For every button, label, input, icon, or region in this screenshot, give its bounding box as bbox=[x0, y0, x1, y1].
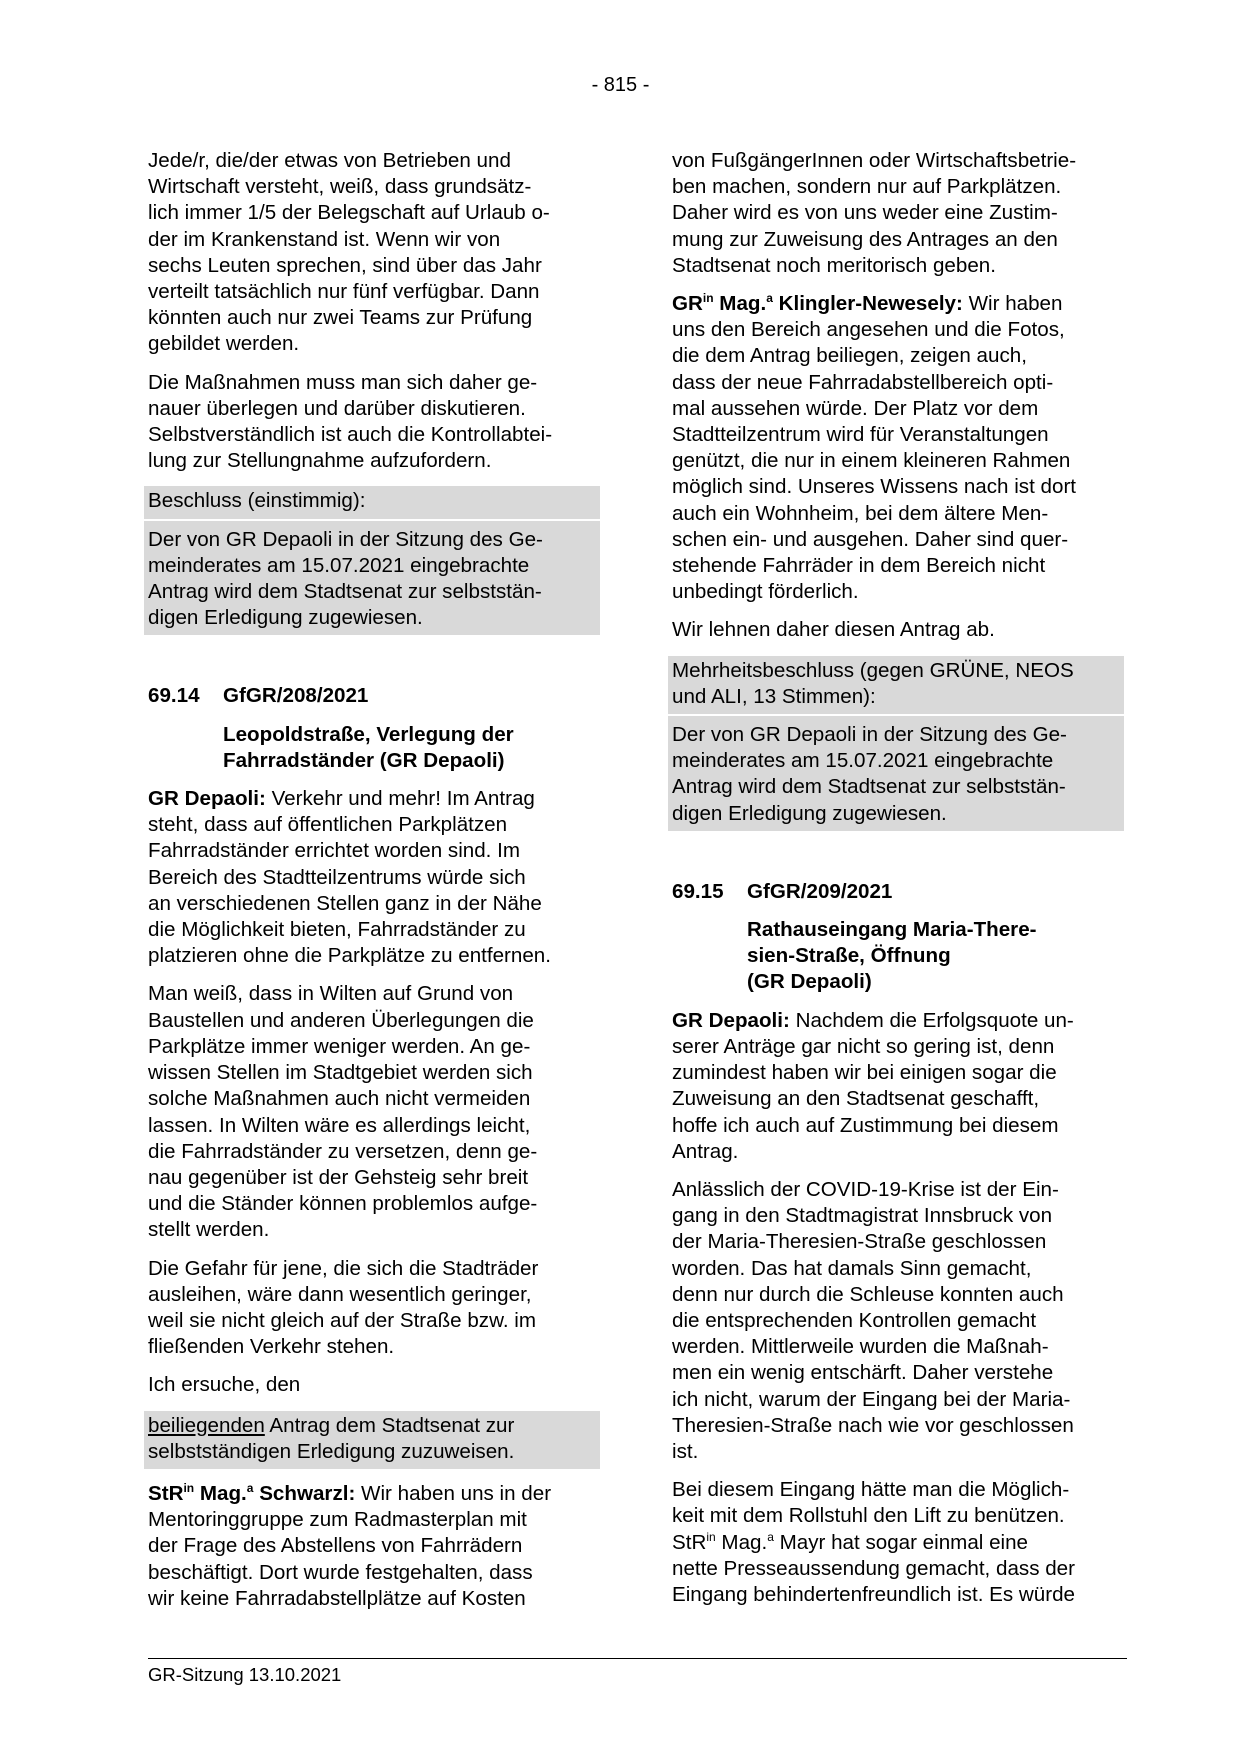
text-fragment: Verkehr und mehr! Im Antrag bbox=[265, 787, 535, 811]
text-line: Die Maßnahmen muss man sich daher ge- bbox=[148, 370, 538, 394]
paragraph bbox=[148, 148, 600, 358]
text-fragment: Wir haben uns in der bbox=[355, 1481, 552, 1505]
page-number: - 815 - bbox=[591, 74, 650, 96]
text-line: mung zur Zuweisung des Antrages an den bbox=[672, 227, 1058, 251]
text-line: Stadtteilzentrum wird für Veranstaltungen bbox=[672, 423, 1049, 447]
text-line: nette Presseaussendung gemacht, dass der bbox=[672, 1556, 1075, 1580]
text-line: keit mit dem Rollstuhl den Lift zu benützen. bbox=[672, 1504, 1065, 1528]
text-fragment: Klingler-Newesely: bbox=[772, 292, 963, 316]
text-line: (GR Depaoli) bbox=[747, 970, 872, 994]
superscript: a bbox=[767, 1529, 774, 1544]
text-line: worden. Das hat damals Sinn gemacht, bbox=[672, 1256, 1032, 1280]
text-line: men ein wenig entschärft. Daher verstehe bbox=[672, 1361, 1054, 1385]
text-line: der im Krankenstand ist. Wenn wir von bbox=[148, 227, 501, 251]
text-line: wir keine Fahrradabstellplätze auf Kosten bbox=[148, 1586, 526, 1610]
text-line: Rathauseingang Maria-There- bbox=[747, 918, 1037, 942]
agenda-item-code: GfGR/208/2021 bbox=[223, 684, 369, 708]
text-line: Bei diesem Eingang hätte man die Möglich- bbox=[672, 1478, 1070, 1502]
superscript: in bbox=[706, 1529, 716, 1544]
text-line: dass der neue Fahrradabstellbereich opti- bbox=[672, 370, 1054, 394]
agenda-item-number: 69.14 bbox=[148, 684, 200, 708]
text-line: Ich ersuche, den bbox=[148, 1373, 301, 1397]
text-line bbox=[148, 1413, 596, 1439]
text-line: schen ein- und ausgehen. Daher sind quer- bbox=[672, 527, 1069, 551]
text-line: verteilt tatsächlich nur fünf verfügbar. Dann bbox=[148, 280, 540, 304]
text-fragment: StR bbox=[672, 1530, 707, 1554]
text-fragment: Nachdem die Erfolgsquote un- bbox=[789, 1008, 1074, 1032]
speaker-name: GR Depaoli: bbox=[672, 1008, 790, 1032]
text-line: werden. Mittlerweile wurden die Maßnah- bbox=[672, 1335, 1049, 1359]
superscript: in bbox=[702, 291, 714, 306]
text-line: solche Maßnahmen auch nicht vermeiden bbox=[148, 1087, 531, 1111]
text-line: digen Erledigung zugewiesen. bbox=[148, 606, 423, 630]
text-line: Theresien-Straße nach wie vor geschlossen bbox=[672, 1413, 1074, 1437]
superscript: a bbox=[766, 291, 773, 306]
paragraph bbox=[148, 370, 600, 475]
text-line: Fahrradständer (GR Depaoli) bbox=[223, 748, 505, 772]
underlined-text: beiliegenden bbox=[148, 1413, 265, 1437]
resolution-text bbox=[668, 716, 1124, 831]
text-line: mal aussehen würde. Der Platz vor dem bbox=[672, 396, 1039, 420]
agenda-item-title bbox=[223, 722, 600, 774]
text-line: Man weiß, dass in Wilten auf Grund von bbox=[148, 982, 514, 1006]
text-line: und die Ständer können problemlos aufge- bbox=[148, 1192, 538, 1216]
text-line: und ALI, 13 Stimmen): bbox=[672, 684, 876, 708]
agenda-item-code: GfGR/209/2021 bbox=[747, 879, 893, 903]
footer-text: GR-Sitzung 13.10.2021 bbox=[148, 1664, 342, 1685]
text-line: weil sie nicht gleich auf der Straße bzw. im bbox=[148, 1308, 537, 1332]
text-line: Wirtschaft versteht, weiß, dass grundsätz- bbox=[148, 175, 532, 199]
text-line: genützt, die nur in einem kleineren Rahmen bbox=[672, 449, 1071, 473]
text-line: hoffe ich auch auf Zustimmung bei diesem bbox=[672, 1113, 1059, 1137]
footer-divider bbox=[148, 1658, 1127, 1659]
text-line: ausleihen, wäre dann wesentlich geringer, bbox=[148, 1282, 532, 1306]
text-line: auch ein Wohnheim, bei dem ältere Men- bbox=[672, 501, 1049, 525]
text-line: von FußgängerInnen oder Wirtschaftsbetrie- bbox=[672, 149, 1077, 172]
text-line: gang in den Stadtmagistrat Innsbruck von bbox=[672, 1204, 1053, 1228]
resolution-text bbox=[144, 521, 600, 636]
paragraph bbox=[148, 981, 600, 1243]
text-line: wissen Stellen im Stadtgebiet werden sich bbox=[148, 1061, 533, 1085]
text-line: Die Gefahr für jene, die sich die Stadträder bbox=[148, 1256, 539, 1280]
text-line: möglich sind. Unseres Wissens nach ist dort bbox=[672, 475, 1077, 499]
text-line: Zuweisung an den Stadtsenat geschafft, bbox=[672, 1087, 1040, 1111]
paragraph bbox=[672, 1477, 1124, 1608]
text-line: lung zur Stellungnahme aufzufordern. bbox=[148, 449, 492, 473]
text-line: Eingang behindertenfreundlich ist. Es würde bbox=[672, 1582, 1075, 1606]
text-line: ben machen, sondern nur auf Parkplätzen. bbox=[672, 175, 1062, 199]
text-line: meinderates am 15.07.2021 eingebrachte bbox=[672, 749, 1054, 773]
superscript: a bbox=[246, 1480, 254, 1495]
left-column bbox=[148, 148, 600, 1624]
agenda-item-heading bbox=[672, 879, 1124, 905]
text-line bbox=[672, 1008, 1124, 1034]
paragraph bbox=[148, 1372, 600, 1398]
text-line: meinderates am 15.07.2021 eingebrachte bbox=[148, 553, 530, 577]
text-line: Antrag wird dem Stadtsenat zur selbststän- bbox=[672, 775, 1066, 799]
text-line: Beschluss (einstimmig): bbox=[148, 489, 366, 513]
text-line: beschäftigt. Dort wurde festgehalten, dass bbox=[148, 1560, 533, 1584]
text-line: Baustellen und anderen Überlegungen die bbox=[148, 1008, 534, 1032]
text-line bbox=[148, 1481, 600, 1507]
text-line bbox=[672, 291, 1124, 317]
paragraph bbox=[672, 148, 1124, 279]
agenda-item-title bbox=[747, 917, 1124, 996]
text-line: Fahrradständer errichtet worden sind. Im bbox=[148, 839, 520, 863]
text-line: Mentoringgruppe zum Radmasterplan mit bbox=[148, 1508, 527, 1532]
text-line: Mehrheitsbeschluss (gegen GRÜNE, NEOS bbox=[672, 658, 1074, 682]
text-line: selbstständigen Erledigung zuzuweisen. bbox=[148, 1439, 515, 1463]
text-line: der Maria-Theresien-Straße geschlossen bbox=[672, 1230, 1047, 1254]
text-line: sien-Straße, Öffnung bbox=[747, 944, 951, 968]
text-fragment: Schwarzl: bbox=[253, 1481, 356, 1505]
text-line: stellt werden. bbox=[148, 1218, 270, 1242]
text-line: die Möglichkeit bieten, Fahrradständer zu bbox=[148, 918, 526, 942]
text-fragment: Wir haben bbox=[962, 292, 1063, 316]
agenda-item-number: 69.15 bbox=[672, 879, 724, 903]
paragraph bbox=[148, 1256, 600, 1361]
text-line: gebildet werden. bbox=[148, 332, 300, 356]
text-line: Daher wird es von uns weder eine Zustim- bbox=[672, 201, 1058, 225]
resolution-label bbox=[668, 656, 1124, 716]
text-line: ich nicht, warum der Eingang bei der Maria- bbox=[672, 1387, 1071, 1411]
text-fragment: GR bbox=[672, 292, 703, 316]
text-fragment: Mag. bbox=[194, 1481, 247, 1505]
superscript: in bbox=[183, 1480, 195, 1495]
agenda-item-heading bbox=[148, 683, 600, 709]
motion-text bbox=[144, 1411, 600, 1469]
text-fragment: Mag. bbox=[715, 1530, 768, 1554]
text-fragment: Mayr hat sogar einmal eine bbox=[773, 1530, 1029, 1554]
text-line: denn nur durch die Schleuse konnten auch bbox=[672, 1282, 1064, 1306]
resolution-label bbox=[144, 486, 600, 520]
text-line: steht, dass auf öffentlichen Parkplätzen bbox=[148, 813, 508, 837]
speaker-name bbox=[148, 1482, 355, 1505]
text-line: die Fahrradständer zu versetzen, denn ge- bbox=[148, 1139, 538, 1163]
text-line: digen Erledigung zugewiesen. bbox=[672, 801, 947, 825]
text-line: Wir lehnen daher diesen Antrag ab. bbox=[672, 618, 995, 642]
speech bbox=[148, 786, 600, 969]
text-line: Leopoldstraße, Verlegung der bbox=[223, 722, 514, 746]
text-line: könnten auch nur zwei Teams zur Prüfung bbox=[148, 306, 533, 330]
speech bbox=[672, 1008, 1124, 1165]
text-line: Stadtsenat noch meritorisch geben. bbox=[672, 253, 996, 277]
text-line: uns den Bereich angesehen und die Fotos, bbox=[672, 318, 1065, 342]
text-line: nau gegenüber ist der Gehsteig sehr breit bbox=[148, 1165, 529, 1189]
text-line bbox=[148, 786, 600, 812]
speech bbox=[148, 1481, 600, 1612]
text-line: Jede/r, die/der etwas von Betrieben und bbox=[148, 149, 511, 172]
paragraph bbox=[672, 1177, 1124, 1465]
text-line: fließenden Verkehr stehen. bbox=[148, 1335, 395, 1359]
speaker-name: GR Depaoli: bbox=[148, 787, 266, 811]
text-line: Parkplätze immer weniger werden. An ge- bbox=[148, 1034, 531, 1058]
text-line: lich immer 1/5 der Belegschaft auf Urlaub o- bbox=[148, 201, 550, 225]
right-column bbox=[672, 148, 1124, 1620]
text-line: die entsprechenden Kontrollen gemacht bbox=[672, 1308, 1037, 1332]
text-line: Selbstverständlich ist auch die Kontrollabtei- bbox=[148, 423, 553, 447]
text-line: stehende Fahrräder in dem Bereich nicht bbox=[672, 554, 1046, 578]
text-line: nauer überlegen und darüber diskutieren. bbox=[148, 396, 526, 420]
text-line bbox=[672, 1530, 1124, 1556]
text-line: Antrag. bbox=[672, 1139, 739, 1163]
text-line: ist. bbox=[672, 1439, 699, 1463]
text-fragment: Antrag dem Stadtsenat zur bbox=[264, 1413, 515, 1437]
text-line: der Frage des Abstellens von Fahrrädern bbox=[148, 1534, 523, 1558]
text-line: die dem Antrag beiliegen, zeigen auch, bbox=[672, 344, 1027, 368]
text-line: Anlässlich der COVID-19-Krise ist der Ein- bbox=[672, 1177, 1059, 1201]
text-line: Antrag wird dem Stadtsenat zur selbststän- bbox=[148, 580, 542, 604]
text-line: Der von GR Depaoli in der Sitzung des Ge- bbox=[148, 527, 543, 551]
text-fragment: StR bbox=[148, 1481, 184, 1505]
text-line: serer Anträge gar nicht so gering ist, denn bbox=[672, 1034, 1055, 1058]
text-fragment: Mag. bbox=[713, 292, 767, 316]
text-line: unbedingt förderlich. bbox=[672, 580, 859, 604]
text-line: an verschiedenen Stellen ganz in der Nähe bbox=[148, 891, 542, 915]
text-line: lassen. In Wilten wäre es allerdings leicht, bbox=[148, 1113, 531, 1137]
text-line: Der von GR Depaoli in der Sitzung des Ge- bbox=[672, 723, 1067, 747]
speech bbox=[672, 291, 1124, 605]
speaker-name bbox=[672, 292, 963, 315]
text-line: Bereich des Stadtteilzentrums würde sich bbox=[148, 865, 526, 889]
text-line: platzieren ohne die Parkplätze zu entfernen. bbox=[148, 944, 551, 968]
text-line: zumindest haben wir bei einigen sogar die bbox=[672, 1061, 1057, 1085]
text-line: sechs Leuten sprechen, sind über das Jahr bbox=[148, 253, 542, 277]
paragraph bbox=[672, 617, 1124, 643]
